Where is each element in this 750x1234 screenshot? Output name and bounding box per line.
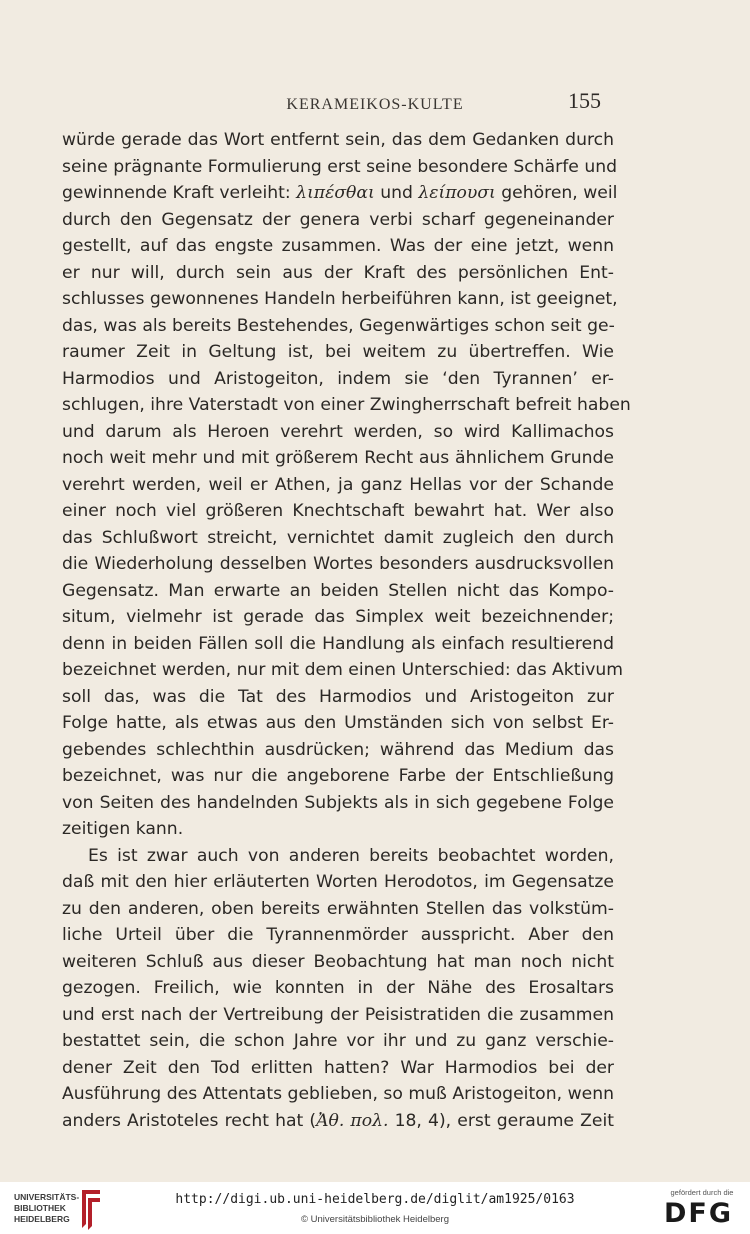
- footer-bar: [0, 1182, 750, 1234]
- greek-citation: Ἀθ. πολ.: [316, 1110, 389, 1131]
- text-line: das Schlußwort streicht, vernichtet damit zugleich den durch: [62, 527, 614, 548]
- text-line: er nur will, durch sein aus der Kraft des persönlichen Ent-: [62, 262, 614, 283]
- text-line: Gegensatz. Man erwarte an beiden Stellen nicht das Kompo-: [62, 580, 614, 601]
- text-line: noch weit mehr und mit größerem Recht aus ähnlichem Grunde: [62, 448, 614, 468]
- text-line: gebendes schlechthin ausdrücken; während das Medium das: [62, 739, 614, 760]
- text-line: zu den anderen, oben bereits erwähnten Stellen das volkstüm-: [62, 898, 614, 919]
- page-number: 155: [568, 88, 601, 113]
- text-line: seine prägnante Formulierung erst seine besondere Schärfe und: [62, 156, 618, 177]
- text-line: Folge hatte, als etwas aus den Umständen sich von selbst Er-: [62, 713, 614, 733]
- text-line: einer noch viel größeren Knechtschaft bewahrt hat. Wer also: [62, 501, 614, 521]
- greek-word: λιπέσθαι: [296, 183, 375, 203]
- text-line: bezeichnet, was nur die angeborene Farbe der Entschließung: [62, 766, 614, 786]
- library-name[interactable]: UNIVERSITÄTS- BIBLIOTHEK HEIDELBERG: [14, 1192, 80, 1224]
- funder-label: gefördert durch die: [670, 1188, 734, 1197]
- text-line: schlugen, ihre Vaterstadt von einer Zwingherrschaft befreit haben: [62, 395, 631, 415]
- greek-word: λείπουσι: [418, 183, 496, 203]
- text-line: durch den Gegensatz der genera verbi scharf gegeneinander: [62, 209, 614, 230]
- text-line: die Wiederholung desselben Wortes besonders ausdrucksvollen: [62, 554, 614, 574]
- text-line: daß mit den hier erläuterten Worten Herodotos, im Gegensatze: [62, 872, 614, 892]
- text-line: denn in beiden Fällen soll die Handlung als einfach resultierend: [62, 633, 614, 654]
- text-line: anders Aristoteles recht hat (Ἀθ. πολ. 18, 4), erst geraume Zeit: [62, 1110, 614, 1131]
- text-line: dener Zeit den Tod erlitten hatten? War Harmodios bei der: [62, 1057, 614, 1078]
- text-line: gestellt, auf das engste zusammen. Was der eine jetzt, wenn: [62, 236, 614, 256]
- text-line: Ausführung des Attentats geblieben, so muß Aristogeiton, wenn: [62, 1084, 614, 1104]
- text-line: gewinnende Kraft verleiht: λιπέσθαι und λείπουσι gehören, weil: [62, 183, 618, 203]
- text-line: bezeichnet werden, nur mit dem einen Unterschied: das Aktivum: [62, 660, 624, 680]
- text-line: würde gerade das Wort entfernt sein, das dem Gedanken durch: [62, 130, 614, 150]
- text-line: Es ist zwar auch von anderen bereits beobachtet worden,: [88, 845, 614, 866]
- text-line: und darum als Heroen verehrt werden, so wird Kallimachos: [62, 421, 614, 442]
- text-line: Harmodios und Aristogeiton, indem sie ‘den Tyrannen’ er-: [62, 368, 614, 389]
- text-line: zeitigen kann.: [62, 819, 184, 839]
- copyright-notice: © Universitätsbibliothek Heidelberg: [301, 1214, 449, 1225]
- running-head: KERAMEIKOS-KULTE: [286, 96, 464, 113]
- body-text: [62, 127, 631, 1134]
- permalink-url[interactable]: http://digi.ub.uni-heidelberg.de/diglit/am1925/0163: [175, 1192, 575, 1207]
- text-line: und erst nach der Vertreibung der Peisistratiden die zusammen: [62, 1004, 614, 1025]
- text-line: raumer Zeit in Geltung ist, bei weitem zu übertreffen. Wie: [62, 342, 614, 362]
- text-line: weiteren Schluß aus dieser Beobachtung hat man noch nicht: [62, 951, 614, 972]
- text-line: liche Urteil über die Tyrannenmörder ausspricht. Aber den: [62, 925, 614, 945]
- text-line: schlusses gewonnenes Handeln herbeiführen kann, ist geeignet,: [62, 289, 618, 309]
- text-line: situm, vielmehr ist gerade das Simplex weit bezeichnender;: [62, 607, 614, 627]
- text-line: das, was als bereits Bestehendes, Gegenwärtiges schon seit ge-: [62, 315, 615, 336]
- text-line: gezogen. Freilich, wie konnten in der Nähe des Erosaltars: [62, 978, 614, 998]
- dfg-logo[interactable]: DFG: [664, 1198, 734, 1229]
- text-line: von Seiten des handelnden Subjekts als in sich gegebene Folge: [62, 792, 614, 813]
- text-line: verehrt werden, weil er Athen, ja ganz Hellas vor der Schande: [62, 474, 614, 495]
- text-line: soll das, was die Tat des Harmodios und Aristogeiton zur: [62, 686, 614, 707]
- text-line: bestattet sein, die schon Jahre vor ihr und zu ganz verschie-: [62, 1031, 614, 1051]
